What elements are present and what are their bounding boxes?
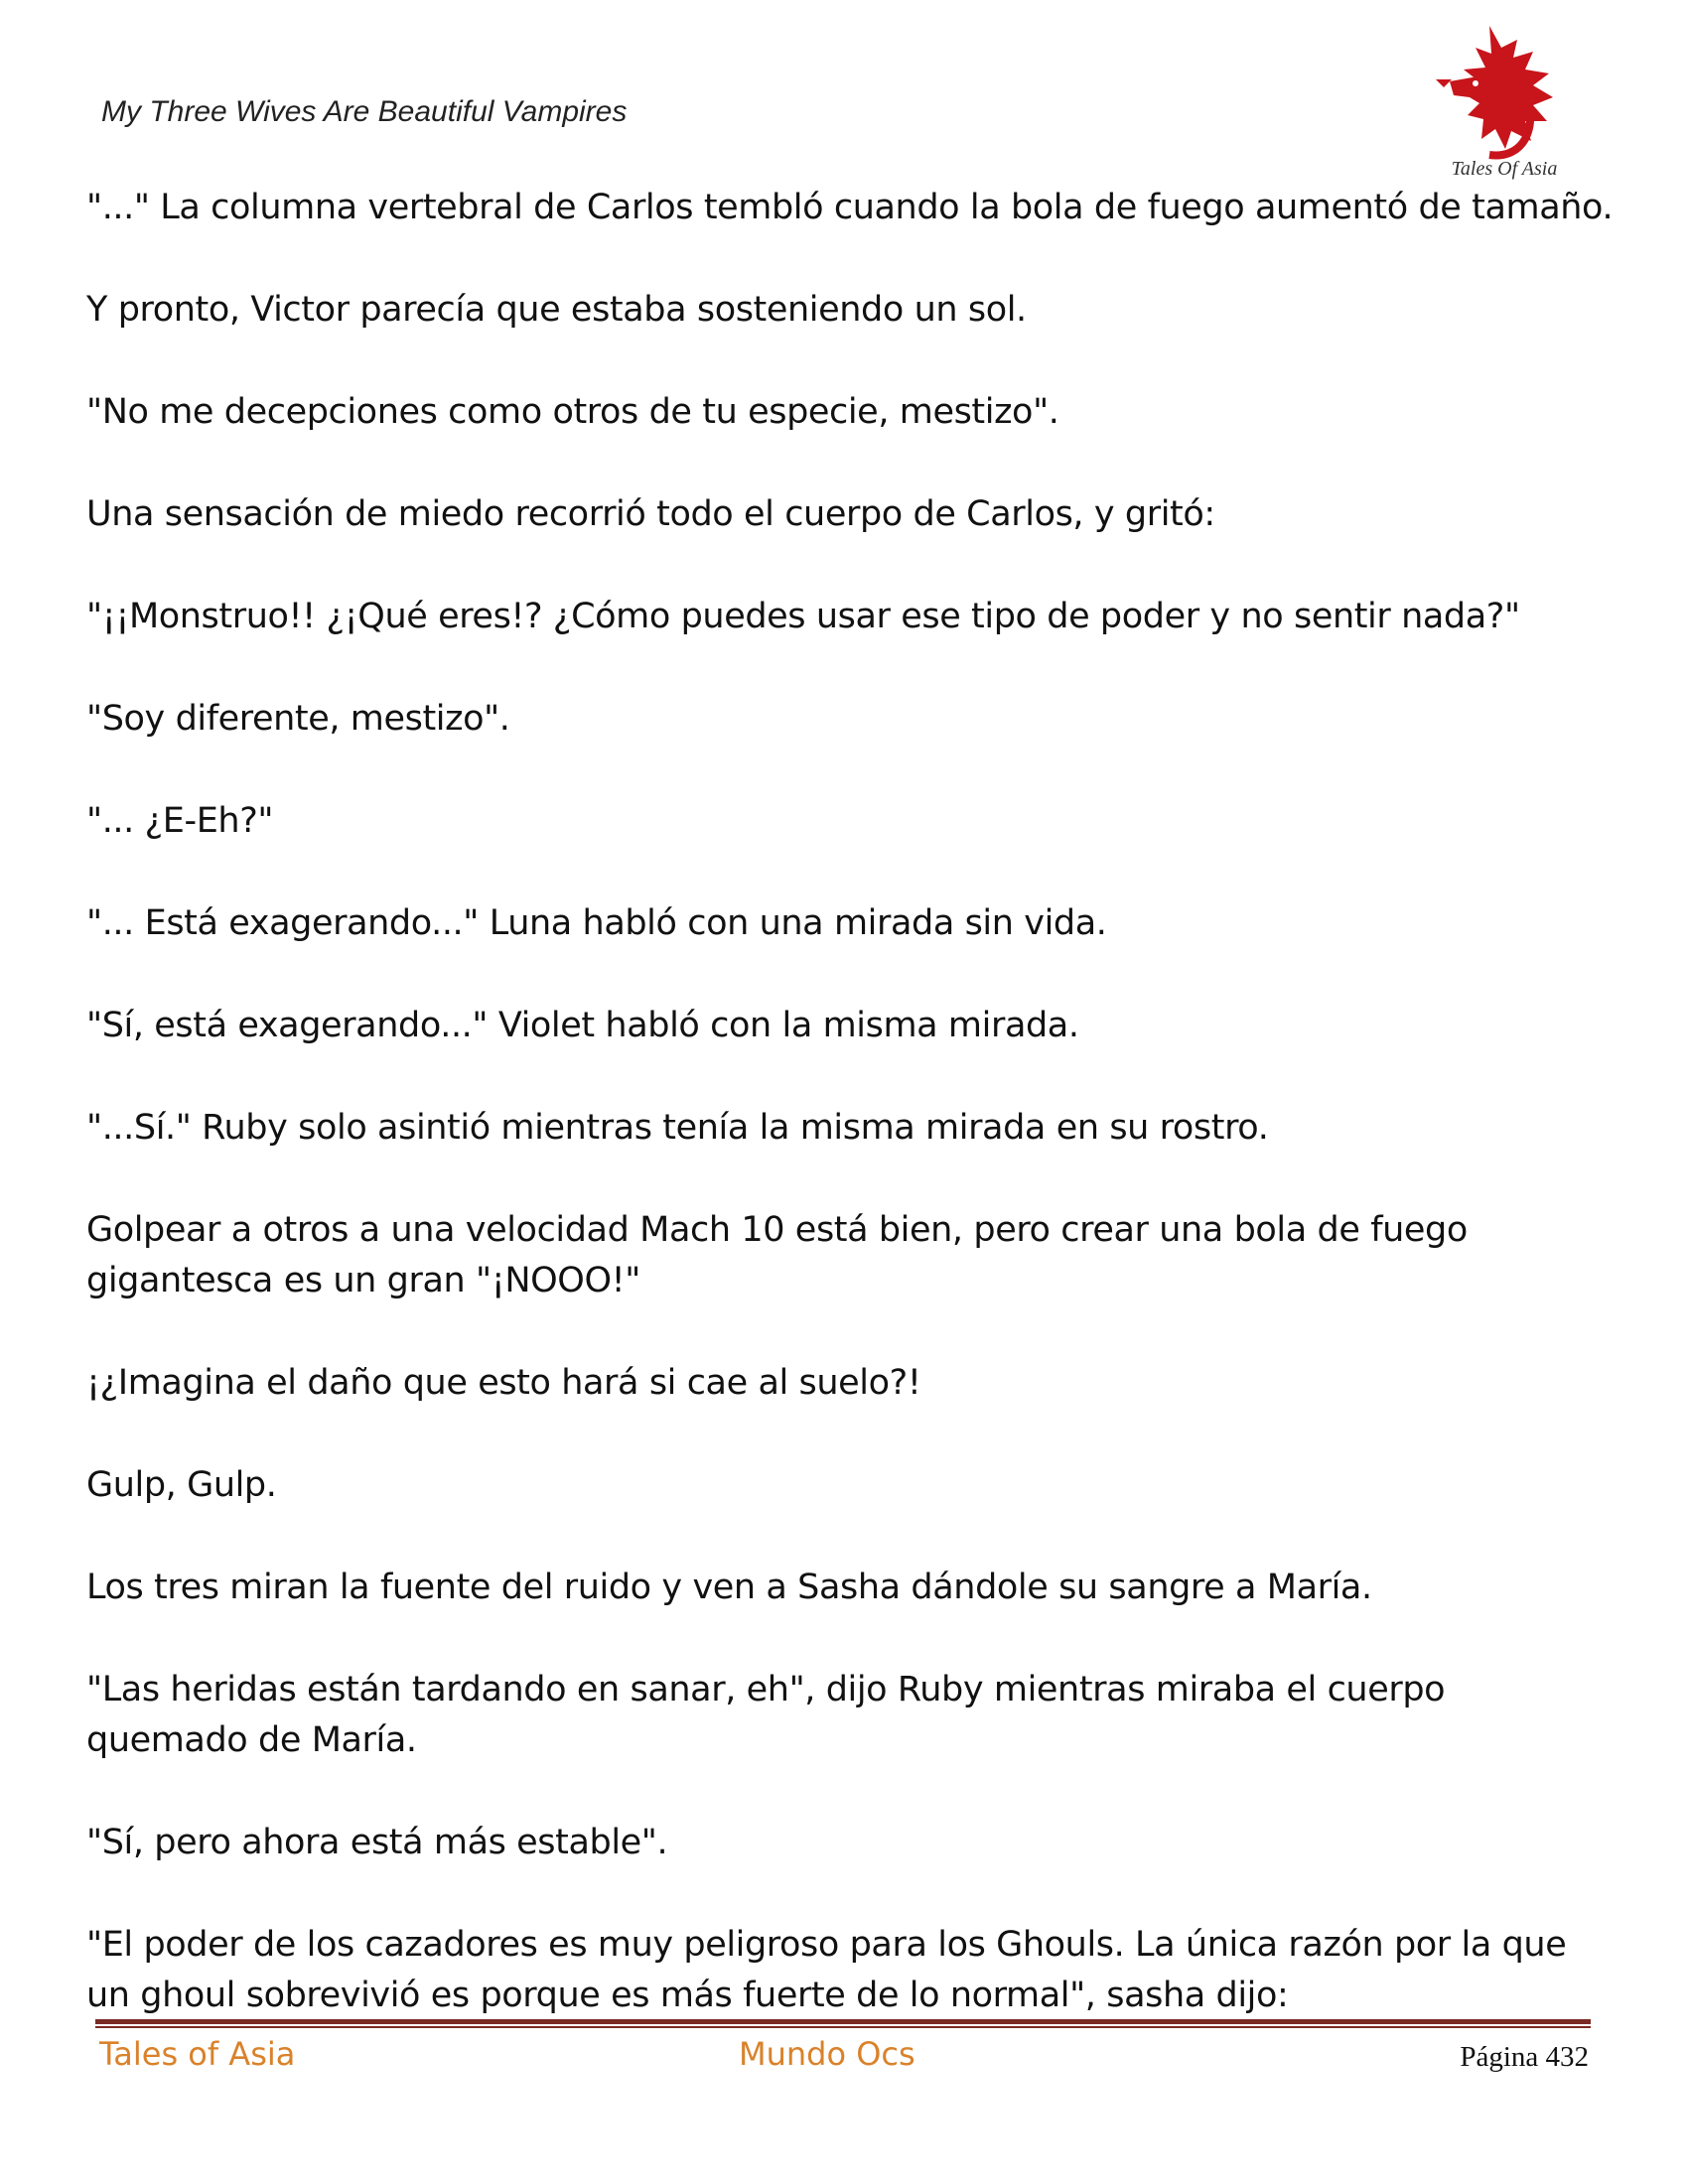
paragraph: Golpear a otros a una velocidad Mach 10 está bien, pero crear una bola de fuego gigantesca es un gran "¡NOOO!" [86,1210,1468,1300]
paragraph: "..." La columna vertebral de Carlos tembló cuando la bola de fuego aumentó de tamaño. [86,188,1614,227]
book-title: My Three Wives Are Beautiful Vampires [101,95,628,128]
paragraph: "Sí, pero ahora está más estable". [86,1823,668,1862]
red-dragon-icon [1430,18,1579,182]
page-number: Página 432 [1460,2041,1589,2073]
paragraph: "Sí, está exagerando..." Violet habló con la misma mirada. [86,1006,1079,1045]
footer-divider [95,2019,1591,2024]
paragraph: Una sensación de miedo recorrió todo el cuerpo de Carlos, y gritó: [86,494,1215,534]
paragraph: "Las heridas están tardando en sanar, eh", dijo Ruby mientras miraba el cuerpo quemado de María. [86,1670,1446,1760]
paragraph: Los tres miran la fuente del ruido y ven a Sasha dándole su sangre a María. [86,1568,1372,1607]
paragraph: "Soy diferente, mestizo". [86,699,510,739]
paragraph: ¡¿Imagina el daño que esto hará si cae al suelo?! [86,1363,921,1403]
footer-divider-thin [95,2026,1591,2028]
paragraph: Y pronto, Victor parecía que estaba sosteniendo un sol. [86,290,1027,330]
paragraph: Gulp, Gulp. [86,1465,277,1505]
paragraph: "El poder de los cazadores es muy peligroso para los Ghouls. La única razón por la que un ghoul sobrevivió es porque es más fuerte de lo normal", sasha dijo: [86,1925,1567,2015]
paragraph: "¡¡Monstruo!! ¿¡Qué eres!? ¿Cómo puedes usar ese tipo de poder y no sentir nada?" [86,597,1520,636]
paragraph: "... Está exagerando..." Luna habló con una mirada sin vida. [86,903,1107,943]
paragraph: "...Sí." Ruby solo asintió mientras tenía la misma mirada en su rostro. [86,1108,1269,1148]
paragraph: "... ¿E-Eh?" [86,801,274,841]
footer-publisher: Tales of Asia [99,2035,296,2073]
tales-of-asia-logo [1430,18,1579,182]
paragraph: "No me decepciones como otros de tu especie, mestizo". [86,392,1059,432]
logo-text: Tales Of Asia [1451,158,1558,180]
chapter-text [86,183,1616,2019]
footer-section: Mundo Ocs [739,2035,915,2073]
